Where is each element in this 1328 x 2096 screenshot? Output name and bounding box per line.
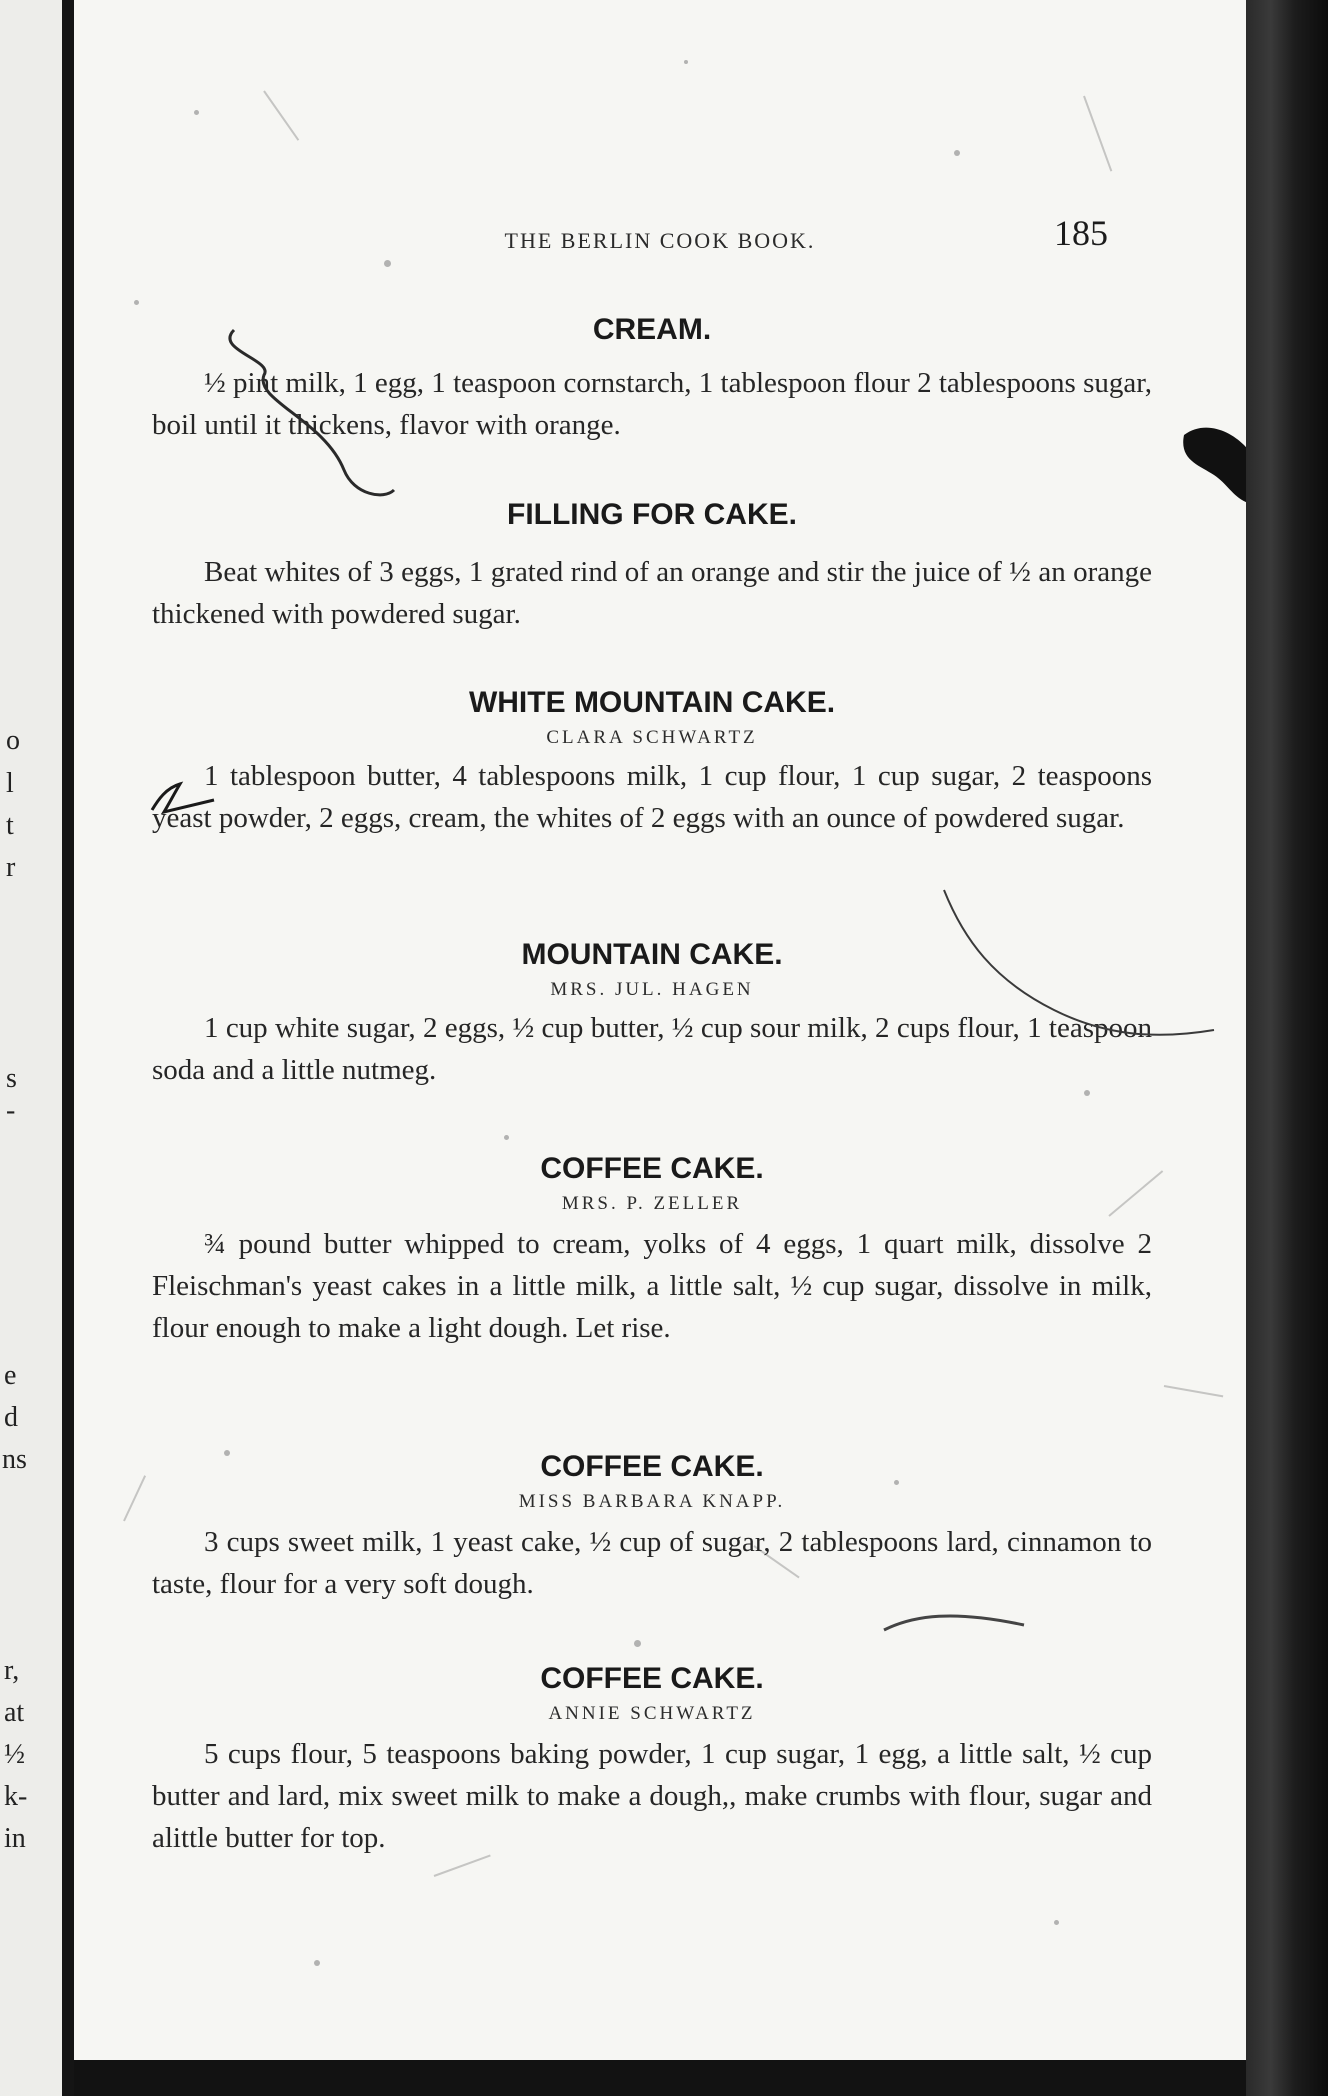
recipe-text: Beat whites of 3 eggs, 1 grated rind of an orange and stir the juice of ½ an orange thickened with powdered sugar. <box>152 555 1152 630</box>
scan-speck <box>504 1135 509 1140</box>
recipe-text: 1 cup white sugar, 2 eggs, ½ cup butter, ½ cup sour milk, 2 cups flour, 1 teaspoon soda and a little nutmeg. <box>152 1011 1152 1086</box>
recipe-title: FILLING FOR CAKE. <box>507 498 797 531</box>
left-page-fragment: - <box>6 1095 16 1126</box>
recipe-author: MRS. P. ZELLER <box>561 1192 743 1214</box>
left-page-fragment: d <box>4 1402 18 1433</box>
recipe-title: WHITE MOUNTAIN CAKE. <box>468 686 836 719</box>
pen-scribble <box>154 320 414 520</box>
recipe-text: 1 tablespoon butter, 4 tablespoons milk, 1 cup flour, 1 cup sugar, 2 teaspoons yeast powder, 2 eggs, cream, the whites of 2 eggs with an ounce of powdered sugar. <box>152 759 1152 834</box>
left-page-fragment: in <box>4 1823 26 1854</box>
recipe-title: MOUNTAIN CAKE. <box>521 938 783 971</box>
page-number: 185 <box>1054 213 1108 253</box>
left-page-fragment: t <box>6 810 14 841</box>
left-page-fragment: r <box>6 852 16 883</box>
scan-speck <box>954 150 960 156</box>
scan-speck <box>314 1960 320 1966</box>
ink-blot <box>1174 415 1246 525</box>
recipe-author: ANNIE SCHWARTZ <box>548 1702 756 1724</box>
recipe-coffee-cake-knapp <box>152 1450 1152 1605</box>
scan-speck <box>634 1640 641 1647</box>
recipe-text: 3 cups sweet milk, 1 yeast cake, ½ cup of sugar, 2 tablespoons lard, cinnamon to taste, flour for a very soft dough. <box>152 1525 1152 1600</box>
left-page-fragment: ns <box>2 1444 27 1475</box>
scan-speck <box>1084 1090 1090 1096</box>
running-header: THE BERLIN COOK BOOK. <box>504 228 816 253</box>
recipe-title: CREAM. <box>592 313 712 346</box>
scan-scratch <box>263 90 299 140</box>
check-mark-icon <box>144 770 224 820</box>
left-page-fragment: o <box>6 725 20 756</box>
recipe-author: MISS BARBARA KNAPP. <box>518 1490 786 1512</box>
pen-scribble <box>874 1600 1054 1640</box>
scan-scratch <box>1164 1385 1223 1397</box>
pen-scribble <box>934 880 1234 1060</box>
scan-speck <box>684 60 688 64</box>
scan-speck <box>384 260 391 267</box>
recipe-coffee-cake-zeller <box>152 1152 1152 1349</box>
page-bottom-edge <box>74 2060 1246 2096</box>
recipe-white-mountain-cake <box>152 686 1152 839</box>
scan-speck <box>134 300 139 305</box>
book-page <box>74 0 1246 2060</box>
left-page-fragment: at <box>4 1697 25 1728</box>
book-spine-edge <box>1246 0 1328 2096</box>
recipe-title: COFFEE CAKE. <box>540 1450 764 1483</box>
left-page-fragment: s <box>6 1063 17 1094</box>
scan-scratch <box>1083 96 1112 172</box>
page-gutter <box>62 0 74 2096</box>
left-page-fragment: l <box>6 768 14 799</box>
recipe-text: 5 cups flour, 5 teaspoons baking powder, 1 cup sugar, 1 egg, a little salt, ½ cup butter and lard, mix sweet milk to make a dough,, make crumbs with flour, sugar and alittle butter for top. <box>152 1737 1152 1854</box>
recipe-text: ¾ pound butter whipped to cream, yolks of 4 eggs, 1 quart milk, dissolve 2 Fleischman's yeast cakes in a little milk, a little salt, ½ cup sugar, dissolve in milk, flour enough to make a light dough. Let rise. <box>152 1227 1152 1344</box>
recipe-title: COFFEE CAKE. <box>540 1662 764 1695</box>
left-page-fragment: ½ <box>4 1739 25 1770</box>
recipe-author: CLARA SCHWARTZ <box>546 726 758 748</box>
previous-page-edge <box>0 0 62 2096</box>
recipe-author: MRS. JUL. HAGEN <box>550 978 754 1000</box>
recipe-text: ½ pint milk, 1 egg, 1 teaspoon cornstarch, 1 tablespoon flour 2 tablespoons sugar, boil until it thickens, flavor with orange. <box>152 366 1152 441</box>
recipe-title: COFFEE CAKE. <box>540 1152 764 1185</box>
left-page-fragment: r, <box>4 1655 20 1686</box>
left-page-fragment: e <box>4 1360 17 1391</box>
scan-speck <box>194 110 199 115</box>
scan-scratch <box>123 1475 146 1521</box>
left-page-fragment: k- <box>4 1781 28 1812</box>
recipe-coffee-cake-schwartz <box>152 1662 1152 1859</box>
scan-speck <box>1054 1920 1059 1925</box>
